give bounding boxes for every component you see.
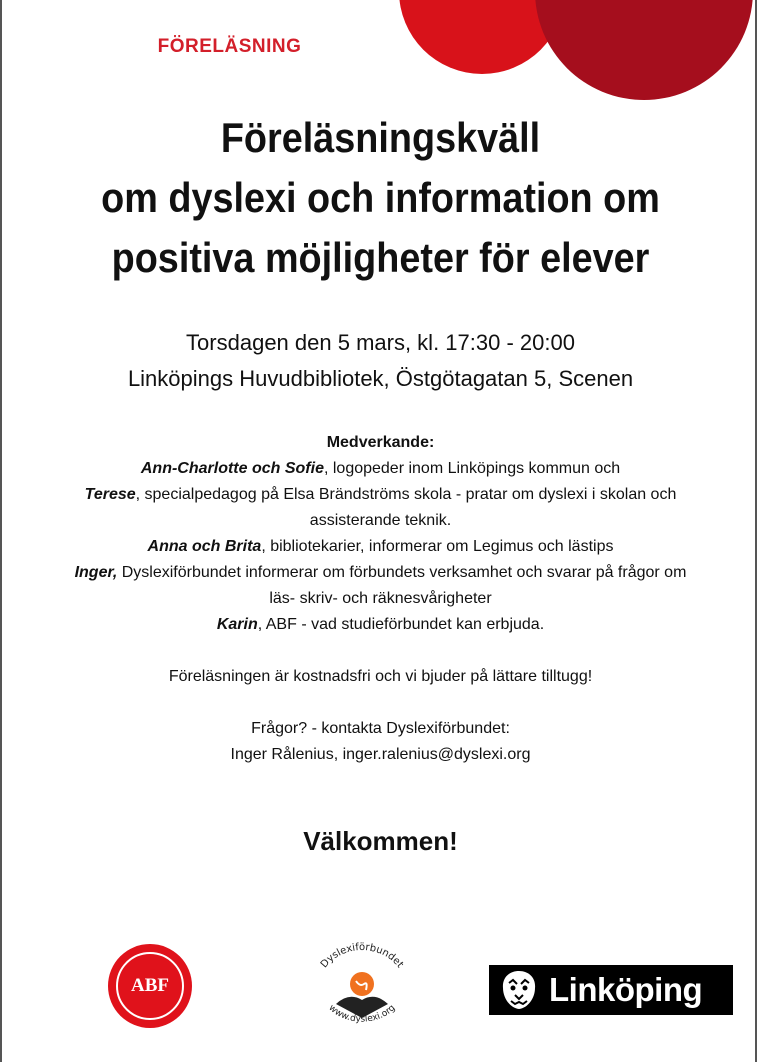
dyslexi-logo-bottom-text: www.dyslexi.org <box>326 1003 398 1025</box>
participant-5 <box>62 612 699 638</box>
contact-line-1: Frågor? - kontakta Dyslexiförbundet: <box>251 720 510 737</box>
participants-heading: Medverkande: <box>326 434 435 451</box>
participant-5-name: Karin <box>216 616 258 633</box>
participant-3-text: , bibliotekarier, informerar om Legimus och lästips <box>261 538 614 555</box>
welcome-text: Välkommen! <box>303 826 458 856</box>
event-body <box>62 430 699 768</box>
participant-4-text: Dyslexiförbundet informerar om förbundets verksamhet och svarar på frågor om läs- skriv- och räknesvårigheter <box>117 564 687 607</box>
event-date-time: Torsdagen den 5 mars, kl. 17:30 - 20:00 <box>186 330 575 355</box>
participant-5-text: , ABF - vad studieförbundet kan erbjuda. <box>257 616 545 633</box>
page-title <box>40 108 721 288</box>
participant-4 <box>62 560 699 612</box>
free-admission-text: Föreläsningen är kostnadsfri och vi bjuder på lättare tilltugg! <box>168 668 593 685</box>
participant-3 <box>62 534 699 560</box>
title-line-2: om dyslexi och information om <box>101 174 660 221</box>
participant-4-name: Inger, <box>74 564 118 581</box>
decorative-red-circle-right <box>535 0 753 100</box>
participant-2-text: , specialpedagog på Elsa Brändströms skola - pratar om dyslexi i skolan och assisterande teknik. <box>135 486 677 529</box>
abf-logo-text: ABF <box>116 952 184 1020</box>
dyslexiforbundet-logo <box>302 938 422 1034</box>
lion-crest-icon <box>497 968 541 1012</box>
contact-line-2: Inger Rålenius, inger.ralenius@dyslexi.org <box>230 746 531 763</box>
abf-logo <box>108 944 192 1028</box>
event-location: Linköpings Huvudbibliotek, Östgötagatan 5, Scenen <box>127 366 634 391</box>
category-label: FÖRELÄSNING <box>157 36 302 57</box>
dyslexi-logo-top-text: Dyslexiförbundet <box>318 941 406 971</box>
participant-1-text: , logopeder inom Linköpings kommun och <box>323 460 621 477</box>
linkoping-logo <box>489 965 733 1015</box>
participant-1 <box>62 456 699 482</box>
title-line-3: positiva möjligheter för elever <box>111 234 650 281</box>
event-details <box>2 325 757 397</box>
participant-1-name: Ann-Charlotte och Sofie <box>140 460 324 477</box>
participant-2-name: Terese <box>84 486 136 503</box>
linkoping-logo-text: Linköping <box>549 971 703 1008</box>
title-line-1: Föreläsningskväll <box>220 114 541 161</box>
participant-3-name: Anna och Brita <box>147 538 262 555</box>
participant-2 <box>62 482 699 534</box>
